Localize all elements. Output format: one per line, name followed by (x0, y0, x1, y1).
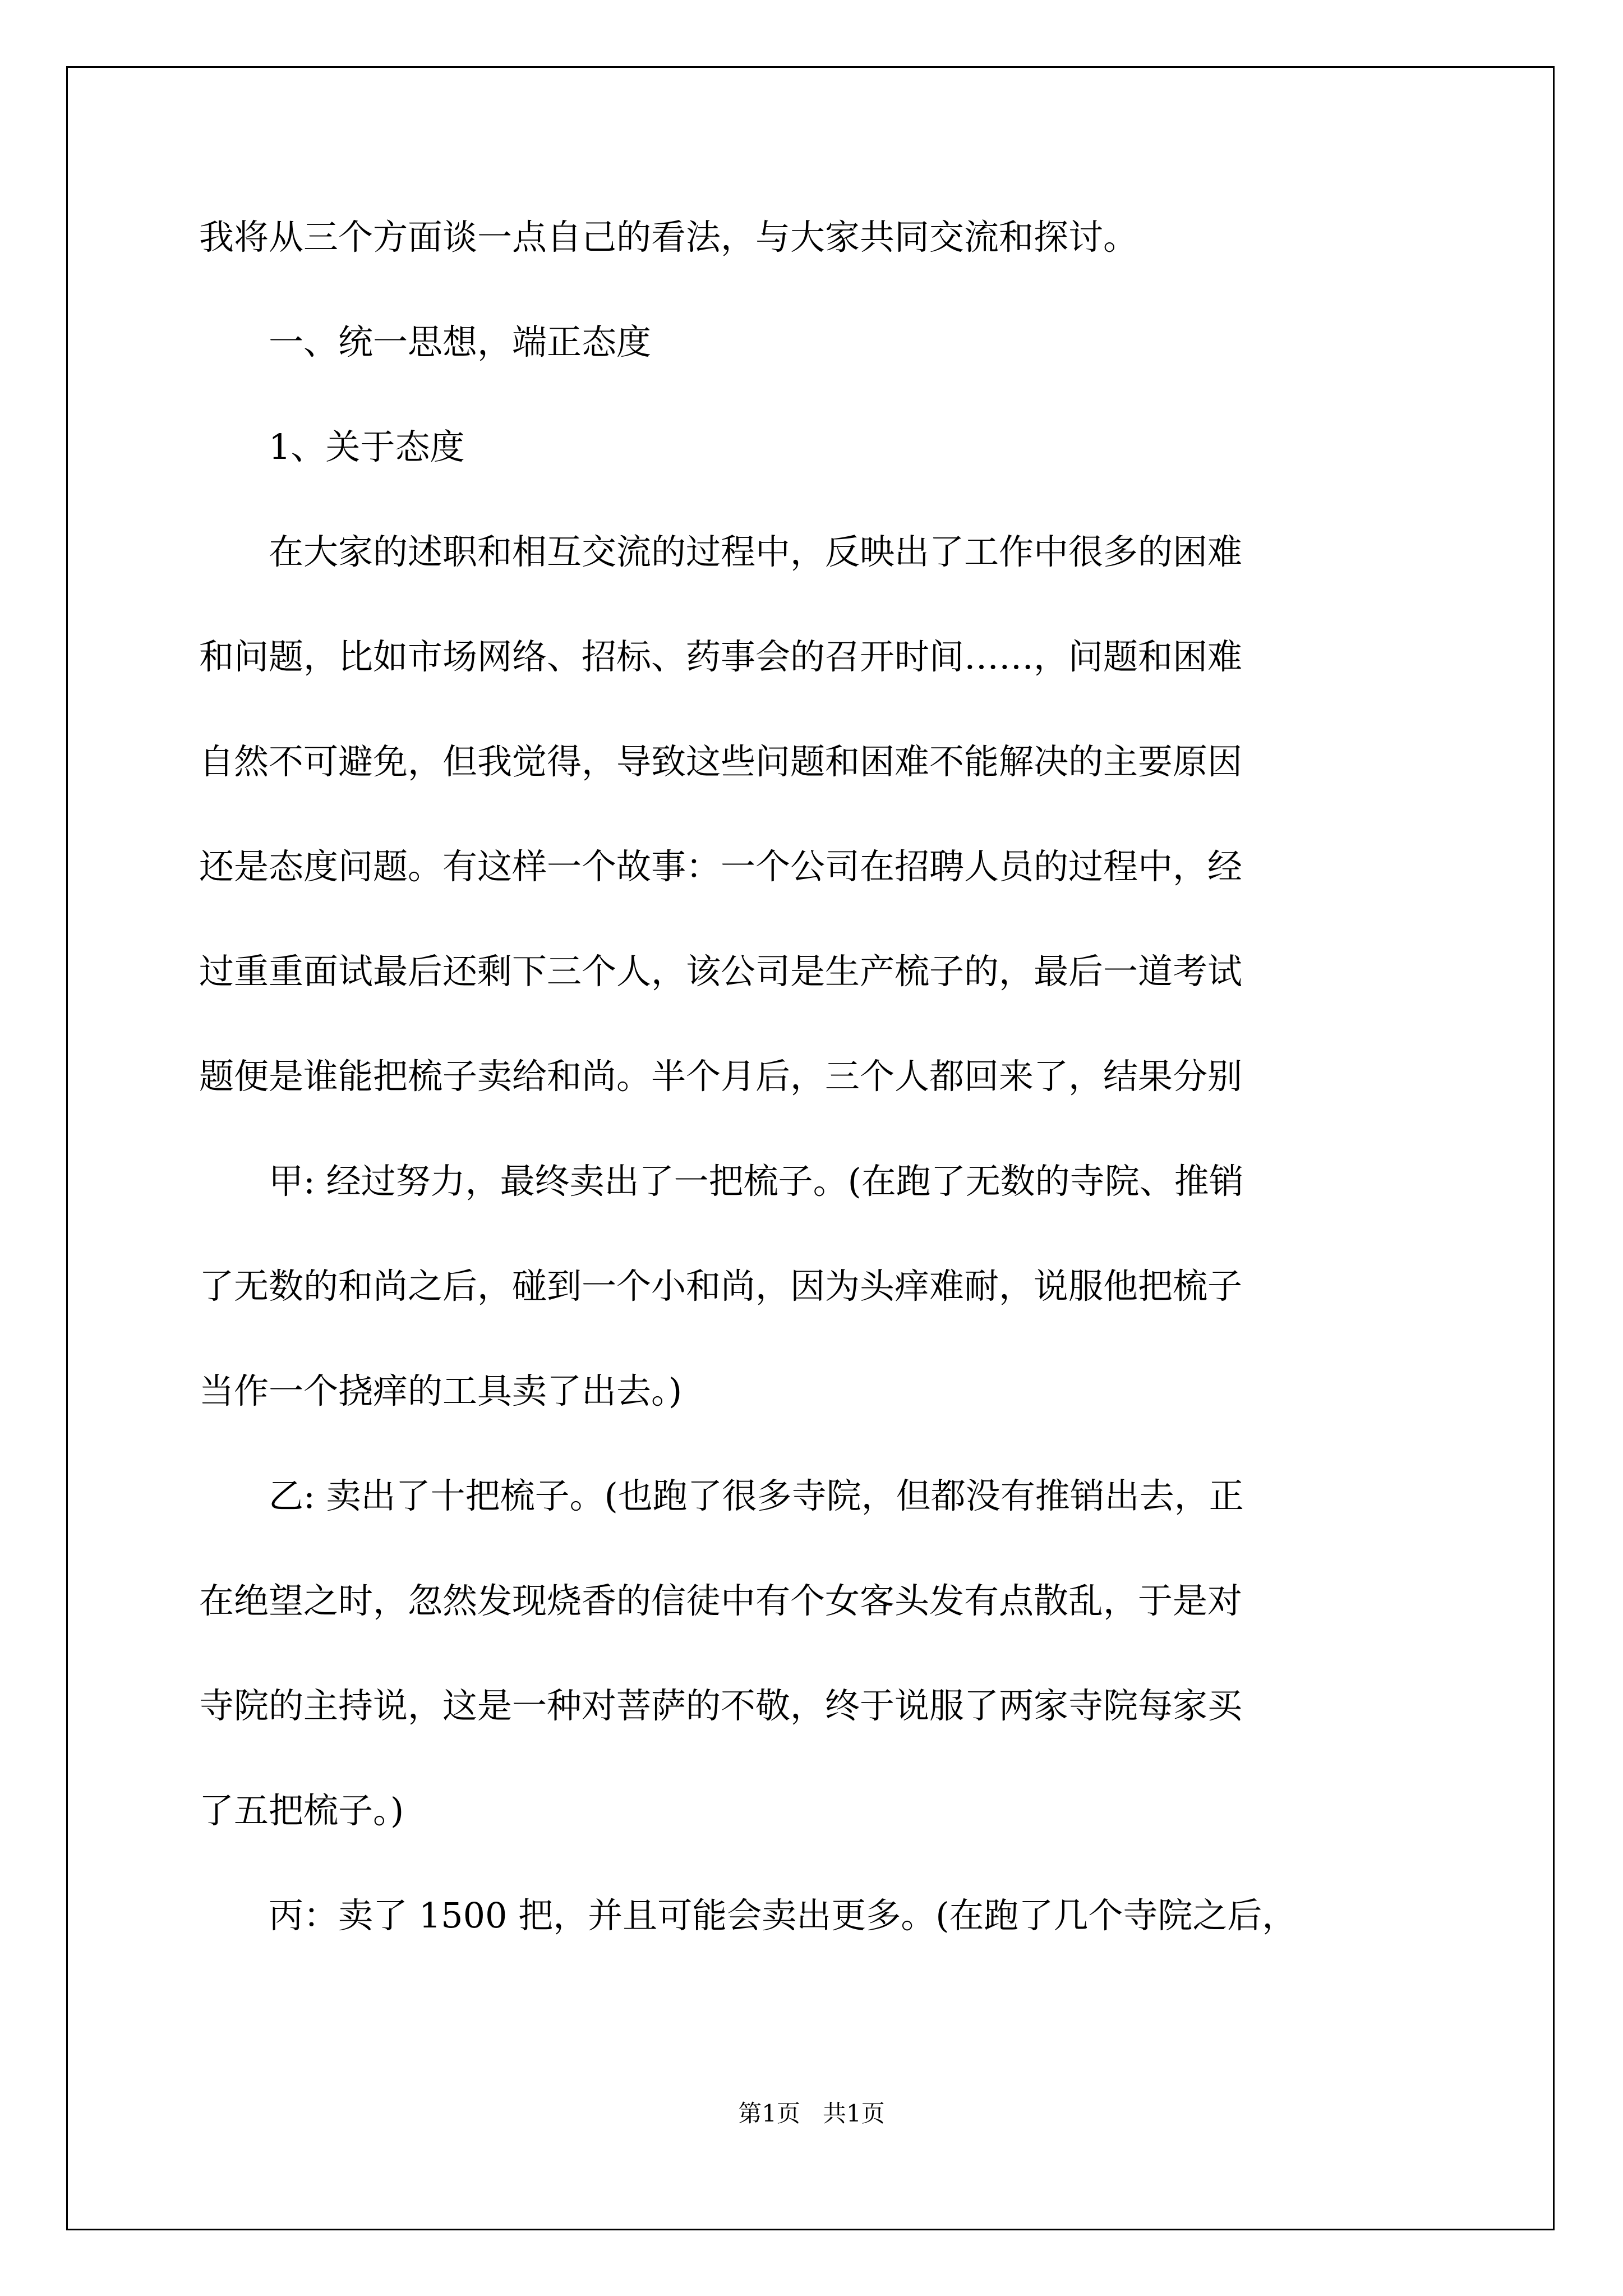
text-line: 我将从三个方面谈一点自己的看法，与大家共同交流和探讨。 (199, 217, 1138, 257)
section-heading: 一、统一思想，端正态度 (199, 321, 652, 362)
text-line: 丙：卖了 1500 把，并且可能会卖出更多。(在跑了几个寺院之后， (199, 1895, 1297, 1936)
text-line: 了五把梳子。) (199, 1790, 404, 1831)
text-line: 寺院的主持说，这是一种对菩萨的不敬，终于说服了两家寺院每家买 (199, 1685, 1243, 1726)
text-line: 当作一个挠痒的工具卖了出去。) (199, 1370, 683, 1411)
text-line: 还是态度问题。有这样一个故事：一个公司在招聘人员的过程中，经 (199, 846, 1243, 887)
text-line: 和问题，比如市场网络、招标、药事会的召开时间……，问题和困难 (199, 636, 1243, 677)
text-line: 过重重面试最后还剩下三个人，该公司是生产梳子的，最后一道考试 (199, 951, 1243, 992)
text-line: 甲: 经过努力，最终卖出了一把梳子。(在跑了无数的寺院、推销 (199, 1161, 1244, 1202)
text-line: 自然不可避免，但我觉得，导致这些问题和困难不能解决的主要原因 (199, 741, 1243, 782)
subsection-heading: 1、关于态度 (199, 426, 465, 467)
text-line: 题便是谁能把梳子卖给和尚。半个月后，三个人都回来了，结果分别 (199, 1056, 1243, 1097)
page-number-footer: 第1页 共1页 (738, 2100, 885, 2127)
text-line: 在绝望之时，忽然发现烧香的信徒中有个女客头发有点散乱，于是对 (199, 1580, 1243, 1621)
text-line: 了无数的和尚之后，碰到一个小和尚，因为头痒难耐，说服他把梳子 (199, 1266, 1243, 1306)
text-line: 在大家的述职和相互交流的过程中，反映出了工作中很多的困难 (199, 531, 1243, 572)
text-line: 乙: 卖出了十把梳子。(也跑了很多寺院，但都没有推销出去，正 (199, 1475, 1244, 1516)
